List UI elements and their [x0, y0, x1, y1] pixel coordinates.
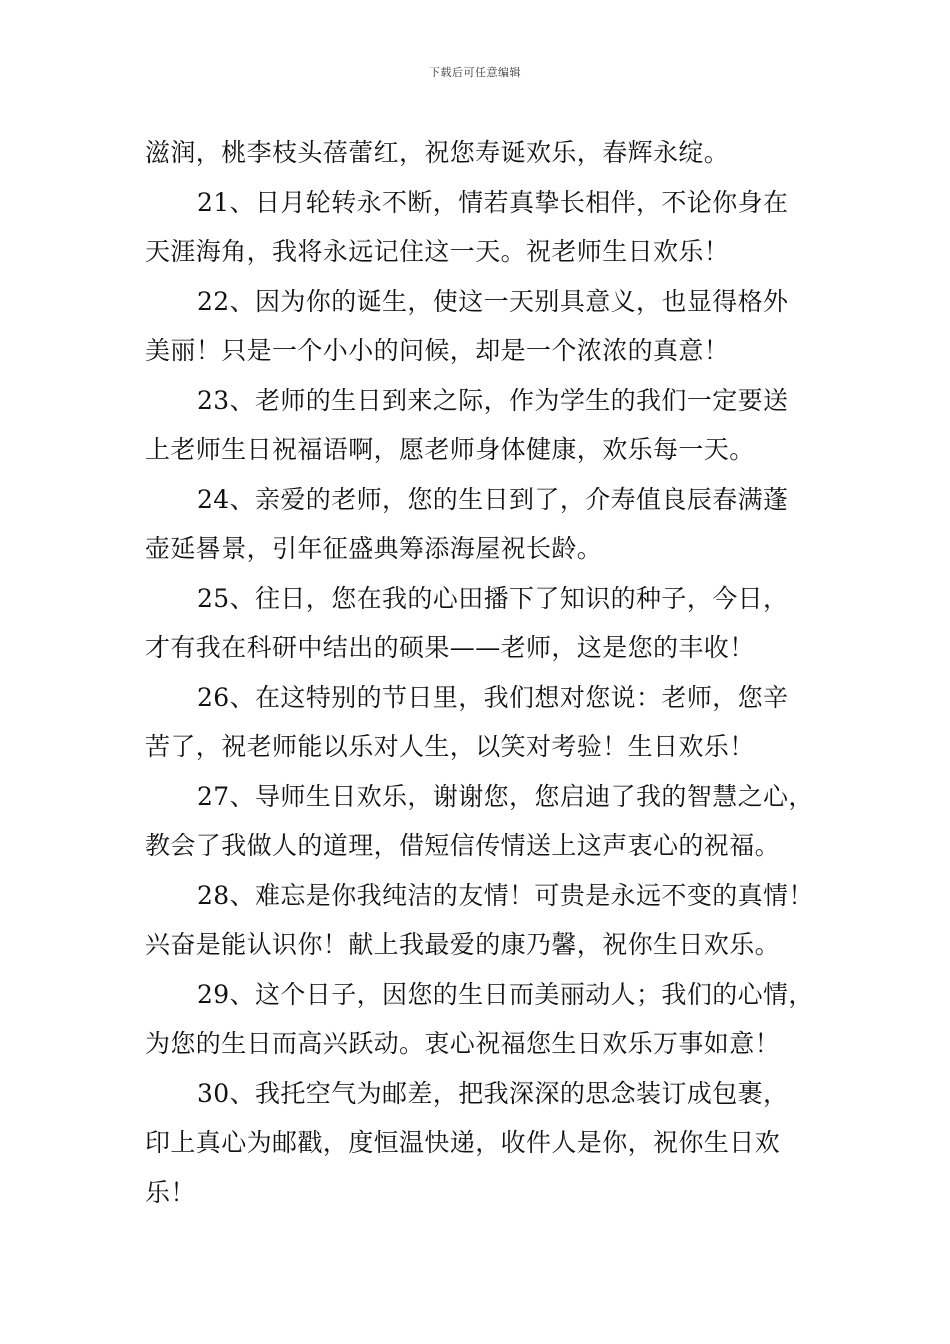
wish-22-line-2: 美丽！只是一个小小的问候，却是一个浓浓的真意！ [145, 336, 730, 365]
wish-30-line-2: 印上真心为邮戳，度恒温快递，收件人是你，祝你生日欢 [145, 1128, 781, 1157]
wish-27-line-1: 27、导师生日欢乐，谢谢您，您启迪了我的智慧之心， [197, 781, 814, 811]
wish-29-line-2: 为您的生日而高兴跃动。衷心祝福您生日欢乐万事如意！ [145, 1029, 781, 1058]
wish-25-line-2: 才有我在科研中结出的硕果——老师，这是您的丰收！ [145, 633, 755, 662]
wish-23-line-1: 23、老师的生日到来之际，作为学生的我们一定要送 [197, 385, 789, 415]
wish-26-line-1: 26、在这特别的节日里，我们想对您说：老师，您辛 [197, 682, 789, 712]
wish-30-line-3: 乐！ [145, 1177, 196, 1207]
wish-21-line-2: 天涯海角，我将永远记住这一天。祝老师生日欢乐！ [145, 237, 730, 266]
page-header: 下载后可任意编辑 [429, 66, 521, 79]
wish-26-line-2: 苦了，祝老师能以乐对人生，以笑对考验！生日欢乐！ [145, 732, 755, 761]
wish-21-line-1: 21、日月轮转永不断，情若真挚长相伴，不论你身在 [197, 187, 789, 217]
wish-30-line-1: 30、我托空气为邮差，把我深深的思念装订成包裹， [197, 1078, 789, 1108]
wish-27-line-2: 教会了我做人的道理，借短信传情送上这声衷心的祝福。 [145, 831, 781, 860]
document-body [145, 128, 830, 1217]
wish-29-line-1: 29、这个日子，因您的生日而美丽动人；我们的心情， [197, 979, 814, 1009]
text-line-continuation: 滋润，桃李枝头蓓蕾红，祝您寿诞欢乐，春辉永绽。 [145, 138, 730, 167]
wish-24-line-1: 24、亲爱的老师，您的生日到了，介寿值良辰春满蓬 [197, 484, 789, 514]
wish-28-line-1: 28、难忘是你我纯洁的友情！可贵是永远不变的真情！ [197, 880, 814, 910]
wish-23-line-2: 上老师生日祝福语啊，愿老师身体健康，欢乐每一天。 [145, 435, 755, 464]
wish-24-line-2: 壶延晷景，引年征盛典筹添海屋祝长龄。 [145, 534, 603, 563]
wish-25-line-1: 25、往日，您在我的心田播下了知识的种子，今日， [197, 583, 789, 613]
wish-28-line-2: 兴奋是能认识你！献上我最爱的康乃馨，祝你生日欢乐。 [145, 930, 781, 959]
wish-22-line-1: 22、因为你的诞生，使这一天别具意义，也显得格外 [197, 286, 789, 316]
